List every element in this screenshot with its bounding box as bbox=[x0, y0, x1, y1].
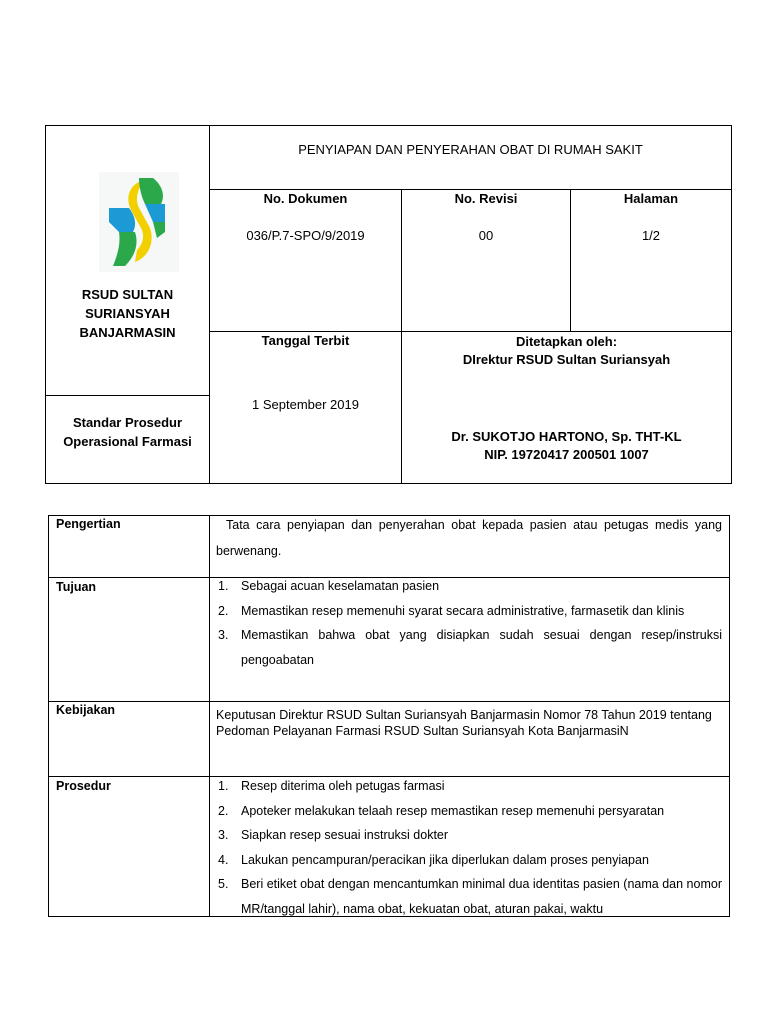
document-category-line: Operasional Farmasi bbox=[63, 434, 192, 449]
hospital-logo bbox=[99, 172, 179, 272]
document-category-line: Standar Prosedur bbox=[72, 415, 183, 430]
kebijakan-label: Kebijakan bbox=[56, 703, 116, 717]
tujuan-label: Tujuan bbox=[56, 580, 97, 594]
no-revisi-value: 00 bbox=[478, 228, 494, 243]
prosedur-label: Prosedur bbox=[56, 779, 111, 793]
list-item: 2. Apoteker melakukan telaah resep memastikan resep memenuhi persyaratan bbox=[218, 803, 665, 818]
list-item: 4. Lakukan pencampuran/peracikan jika diperlukan dalam proses penyiapan bbox=[218, 852, 649, 867]
hospital-name-line: RSUD SULTAN bbox=[81, 287, 174, 302]
tanggal-terbit-value: 1 September 2019 bbox=[252, 397, 359, 412]
ditetapkan-title: DIrektur RSUD Sultan Suriansyah bbox=[462, 352, 671, 367]
hospital-name-line: SURIANSYAH bbox=[85, 306, 170, 321]
no-revisi-label: No. Revisi bbox=[454, 191, 518, 206]
halaman-label: Halaman bbox=[623, 191, 679, 206]
document-title: PENYIAPAN DAN PENYERAHAN OBAT DI RUMAH SAKIT bbox=[298, 142, 643, 157]
prosedur-list bbox=[210, 774, 722, 921]
halaman-value: 1/2 bbox=[641, 228, 661, 243]
kebijakan-text: Keputusan Direktur RSUD Sultan Suriansyah Banjarmasin Nomor 78 Tahun 2019 tentang Pedoman Pelayanan Farmasi RSUD Sultan Suriansyah Kota BanjarmasiN bbox=[216, 708, 712, 738]
pengertian-text: Tata cara penyiapan dan penyerahan obat kepada pasien atau petugas medis yang berwenang. bbox=[216, 518, 722, 558]
no-dokumen-label: No. Dokumen bbox=[263, 191, 348, 206]
list-item: 3. Memastikan bahwa obat yang disiapkan sudah sesuai dengan resep/instruksi pengoabatan bbox=[218, 628, 722, 667]
tujuan-list bbox=[210, 574, 722, 672]
ditetapkan-label: Ditetapkan oleh: bbox=[515, 334, 618, 349]
list-item: 5. Beri etiket obat dengan mencantumkan minimal dua identitas pasien (nama dan nomor MR/tanggal lahir), nama obat, kekuatan obat, aturan pakai, waktu bbox=[218, 877, 722, 916]
hospital-name bbox=[46, 285, 209, 342]
signer-name: Dr. SUKOTJO HARTONO, Sp. THT-KL bbox=[451, 429, 682, 444]
document-category bbox=[46, 413, 209, 451]
list-item: 2. Memastikan resep memenuhi syarat secara administrative, farmasetik dan klinis bbox=[218, 603, 685, 618]
no-dokumen-value: 036/P.7-SPO/9/2019 bbox=[246, 228, 365, 243]
pengertian-label: Pengertian bbox=[56, 517, 121, 531]
hospital-name-line: BANJARMASIN bbox=[79, 325, 176, 340]
ditetapkan-block bbox=[402, 333, 731, 369]
signer-block bbox=[402, 428, 731, 464]
tanggal-terbit-label: Tanggal Terbit bbox=[261, 333, 350, 348]
signer-nip: NIP. 19720417 200501 1007 bbox=[484, 447, 649, 462]
list-item: 1. Resep diterima oleh petugas farmasi bbox=[218, 779, 445, 793]
list-item: 3. Siapkan resep sesuai instruksi dokter bbox=[218, 828, 449, 842]
list-item: 1. Sebagai acuan keselamatan pasien bbox=[218, 579, 440, 593]
